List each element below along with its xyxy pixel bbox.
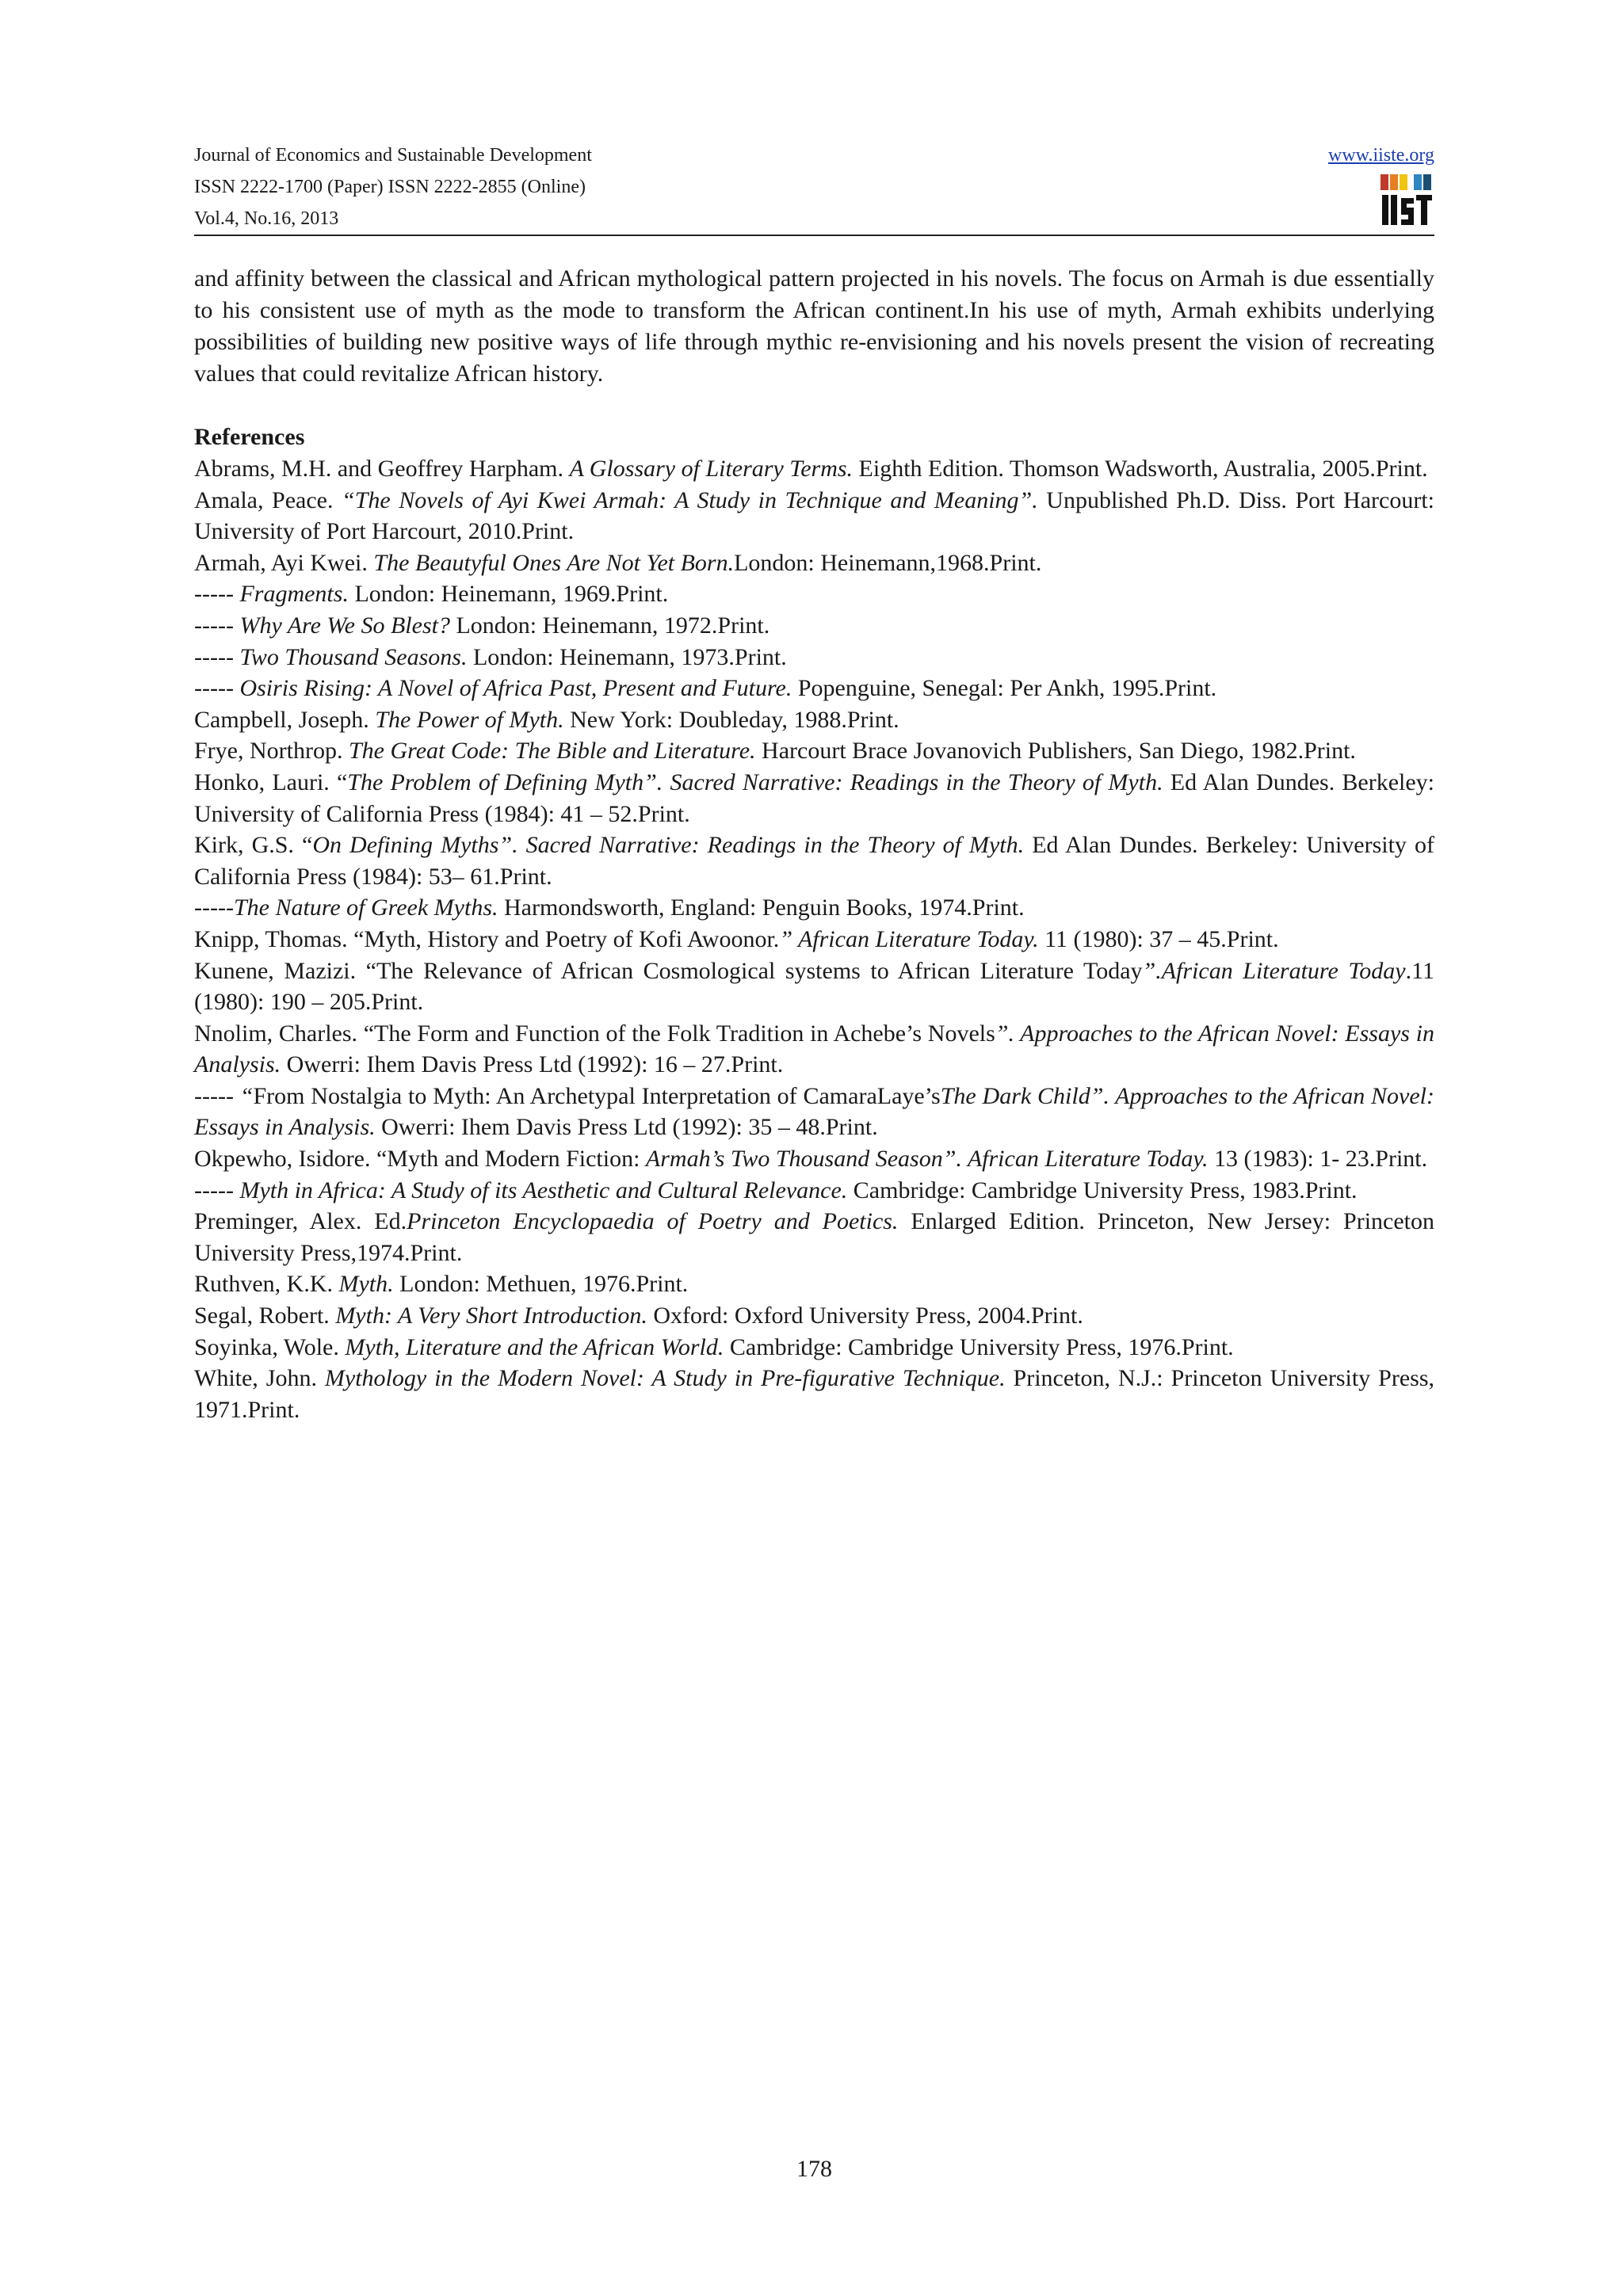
reference-title: Two Thousand Seasons. bbox=[239, 643, 468, 670]
reference-title: Armah’s Two Thousand Season”. African Literature Today. bbox=[645, 1146, 1209, 1173]
reference-title: Myth. bbox=[338, 1271, 394, 1298]
reference-text: Unpublished Ph.D. Diss. Port Harcourt: University of Port Harcourt, 2010.Print. bbox=[194, 486, 1435, 545]
website-block bbox=[1328, 139, 1434, 171]
body-paragraph: and affinity between the classical and African mythological pattern projected in his novels. The focus on Armah is due essentially to his consistent use of myth as the mode to transform the African continent.In his use of myth, Armah exhibits underlying possibilities of building new positive ways of life through mythic re-envisioning and his novels present the vision of recreating values that could revitalize African history. bbox=[194, 265, 1434, 387]
reference-title: “ bbox=[239, 1082, 254, 1109]
reference-entry bbox=[194, 1268, 1434, 1300]
reference-entry bbox=[194, 704, 1434, 736]
reference-title: The Nature of Greek Myths. bbox=[233, 894, 498, 921]
reference-text: Owerri: Ihem Davis Press Ltd (1992): 16 – 27.Print. bbox=[281, 1051, 784, 1078]
reference-text: Cambridge: Cambridge University Press, 1976.Print. bbox=[724, 1333, 1234, 1360]
reference-text: ----- bbox=[194, 675, 240, 702]
reference-text: Honko, Lauri. “ bbox=[194, 769, 348, 795]
reference-text: Ed Alan Dundes. Berkeley: University of California Press (1984): 41 – 52.Print. bbox=[194, 769, 1434, 827]
reference-title: Princeton Encyclopaedia of Poetry and Poetics. bbox=[407, 1208, 899, 1235]
reference-text: .11 (1980): 190 – 205.Print. bbox=[194, 957, 1434, 1016]
reference-text: Kunene, Mazizi. “The Relevance of African Cosmological systems to African Literature Today bbox=[194, 957, 1143, 984]
reference-text: ----- bbox=[194, 581, 240, 608]
reference-entry bbox=[194, 955, 1434, 1018]
reference-entry bbox=[194, 1363, 1434, 1425]
journal-header bbox=[194, 139, 1434, 236]
reference-entry bbox=[194, 1081, 1434, 1143]
reference-text: Cambridge: Cambridge University Press, 1983.Print. bbox=[847, 1177, 1358, 1203]
reference-text: Harcourt Brace Jovanovich Publishers, San Diego, 1982.Print. bbox=[755, 738, 1356, 765]
reference-title: ”.African Literature Today bbox=[1142, 957, 1406, 984]
reference-text: Campbell, Joseph. bbox=[194, 706, 376, 733]
references-heading: References bbox=[194, 424, 305, 450]
reference-entry bbox=[194, 453, 1434, 485]
reference-entry bbox=[194, 1143, 1434, 1175]
reference-entry bbox=[194, 1332, 1434, 1363]
website-link[interactable]: www.iiste.org bbox=[1328, 145, 1434, 166]
reference-title: On Defining Myths”. Sacred Narrative: Readings in the Theory of Myth. bbox=[312, 832, 1025, 859]
reference-entry bbox=[194, 610, 1434, 642]
reference-text: ----- bbox=[194, 894, 234, 921]
reference-title: The Problem of Defining Myth”. Sacred Narrative: Readings in the Theory of Myth. bbox=[347, 769, 1163, 795]
reference-text: New York: Doubleday, 1988.Print. bbox=[563, 706, 899, 733]
reference-title: Mythology in the Modern Novel: A Study in Pre-figurative Technique. bbox=[324, 1365, 1006, 1392]
reference-text: Ed Alan Dundes. Berkeley: University of California Press (1984): 53– 61.Print. bbox=[194, 832, 1434, 890]
reference-text: Popenguine, Senegal: Per Ankh, 1995.Print. bbox=[792, 675, 1217, 702]
journal-info bbox=[194, 139, 592, 235]
reference-text: Okpewho, Isidore. “Myth and Modern Fiction: bbox=[194, 1146, 646, 1173]
reference-text: ----- bbox=[194, 1177, 240, 1203]
reference-title: The Power of Myth. bbox=[375, 706, 564, 733]
iiste-logo bbox=[1379, 171, 1434, 228]
reference-title: Myth, Literature and the African World. bbox=[345, 1333, 724, 1360]
reference-text: Nnolim, Charles. “The Form and Function of the Folk Tradition in Achebe’s Novels bbox=[194, 1020, 995, 1047]
reference-title: Fragments. bbox=[239, 581, 349, 608]
reference-entry bbox=[194, 673, 1434, 704]
reference-entry bbox=[194, 924, 1434, 955]
reference-entry bbox=[194, 485, 1434, 547]
reference-entry bbox=[194, 1206, 1434, 1268]
reference-title: Myth: A Very Short Introduction. bbox=[335, 1302, 647, 1329]
reference-title: Myth in Africa: A Study of its Aesthetic and Cultural Relevance. bbox=[239, 1177, 848, 1203]
reference-text: From Nostalgia to Myth: An Archetypal Interpretation of CamaraLaye’s bbox=[253, 1082, 941, 1109]
reference-title: Why Are We So Blest? bbox=[239, 612, 450, 639]
reference-text: London: Heinemann,1968.Print. bbox=[734, 549, 1042, 576]
reference-title: The Beautyful Ones Are Not Yet Born. bbox=[373, 549, 735, 576]
journal-title: Journal of Economics and Sustainable Development bbox=[194, 145, 592, 166]
references-list bbox=[194, 453, 1434, 1425]
reference-entry bbox=[194, 735, 1434, 767]
reference-text: 13 (1983): 1- 23.Print. bbox=[1208, 1146, 1428, 1173]
reference-entry bbox=[194, 1300, 1434, 1332]
reference-text: 11 (1980): 37 – 45.Print. bbox=[1038, 925, 1279, 952]
reference-text: White, John. bbox=[194, 1365, 325, 1392]
reference-text: Owerri: Ihem Davis Press Ltd (1992): 35 – 48.Print. bbox=[375, 1114, 878, 1141]
reference-title: The Dark Child”. Approaches to the African Novel: Essays in Analysis. bbox=[194, 1082, 1434, 1141]
reference-entry bbox=[194, 767, 1434, 830]
reference-text: Preminger, Alex. Ed. bbox=[194, 1208, 407, 1235]
journal-volume: Vol.4, No.16, 2013 bbox=[194, 208, 339, 229]
reference-text: London: Heinemann, 1972.Print. bbox=[449, 612, 770, 639]
reference-title: Osiris Rising: A Novel of Africa Past, Present and Future. bbox=[239, 675, 792, 702]
reference-entry bbox=[194, 1018, 1434, 1081]
reference-text: Harmondsworth, England: Penguin Books, 1974.Print. bbox=[498, 894, 1025, 921]
reference-text: Abrams, M.H. and Geoffrey Harpham. bbox=[194, 456, 570, 482]
reference-text: Enlarged Edition. Princeton, New Jersey: Princeton University Press,1974.Print. bbox=[194, 1208, 1434, 1266]
reference-text: Kirk, G.S. “ bbox=[194, 832, 313, 859]
reference-text: ----- bbox=[194, 1082, 240, 1109]
reference-entry bbox=[194, 547, 1434, 579]
reference-text: Segal, Robert. bbox=[194, 1302, 336, 1329]
reference-text: Armah, Ayi Kwei. bbox=[194, 549, 374, 576]
reference-text: ----- bbox=[194, 643, 240, 670]
reference-title: “The Novels of Ayi Kwei Armah: A Study in Technique and Meaning”. bbox=[342, 486, 1038, 513]
reference-text: Eighth Edition. Thomson Wadsworth, Australia, 2005.Print. bbox=[853, 456, 1428, 482]
reference-text: Oxford: Oxford University Press, 2004.Print. bbox=[647, 1302, 1083, 1329]
reference-entry bbox=[194, 1175, 1434, 1207]
reference-title: A Glossary of Literary Terms. bbox=[569, 456, 854, 482]
reference-text: London: Heinemann, 1973.Print. bbox=[467, 643, 787, 670]
reference-text: Amala, Peace. bbox=[194, 486, 342, 513]
reference-entry bbox=[194, 892, 1434, 924]
reference-title: ” African Literature Today. bbox=[779, 925, 1039, 952]
reference-title: The Great Code: The Bible and Literature. bbox=[348, 738, 756, 765]
reference-text: ----- bbox=[194, 612, 240, 639]
reference-title: ”. Approaches to the African Novel: Essays in Analysis. bbox=[194, 1020, 1434, 1078]
reference-text: London: Methuen, 1976.Print. bbox=[393, 1271, 689, 1298]
reference-entry bbox=[194, 830, 1434, 892]
page-number: 178 bbox=[796, 2156, 832, 2182]
reference-text: London: Heinemann, 1969.Print. bbox=[348, 581, 669, 608]
reference-text: Soyinka, Wole. bbox=[194, 1333, 346, 1360]
reference-entry bbox=[194, 642, 1434, 673]
reference-text: Knipp, Thomas. “Myth, History and Poetry of Kofi Awoonor. bbox=[194, 925, 780, 952]
journal-issn: ISSN 2222-1700 (Paper) ISSN 2222-2855 (Online) bbox=[194, 177, 586, 197]
reference-text: Ruthven, K.K. bbox=[194, 1271, 339, 1298]
reference-entry bbox=[194, 578, 1434, 610]
reference-text: Princeton, N.J.: Princeton University Press, 1971.Print. bbox=[194, 1365, 1434, 1423]
reference-text: Frye, Northrop. bbox=[194, 738, 349, 765]
